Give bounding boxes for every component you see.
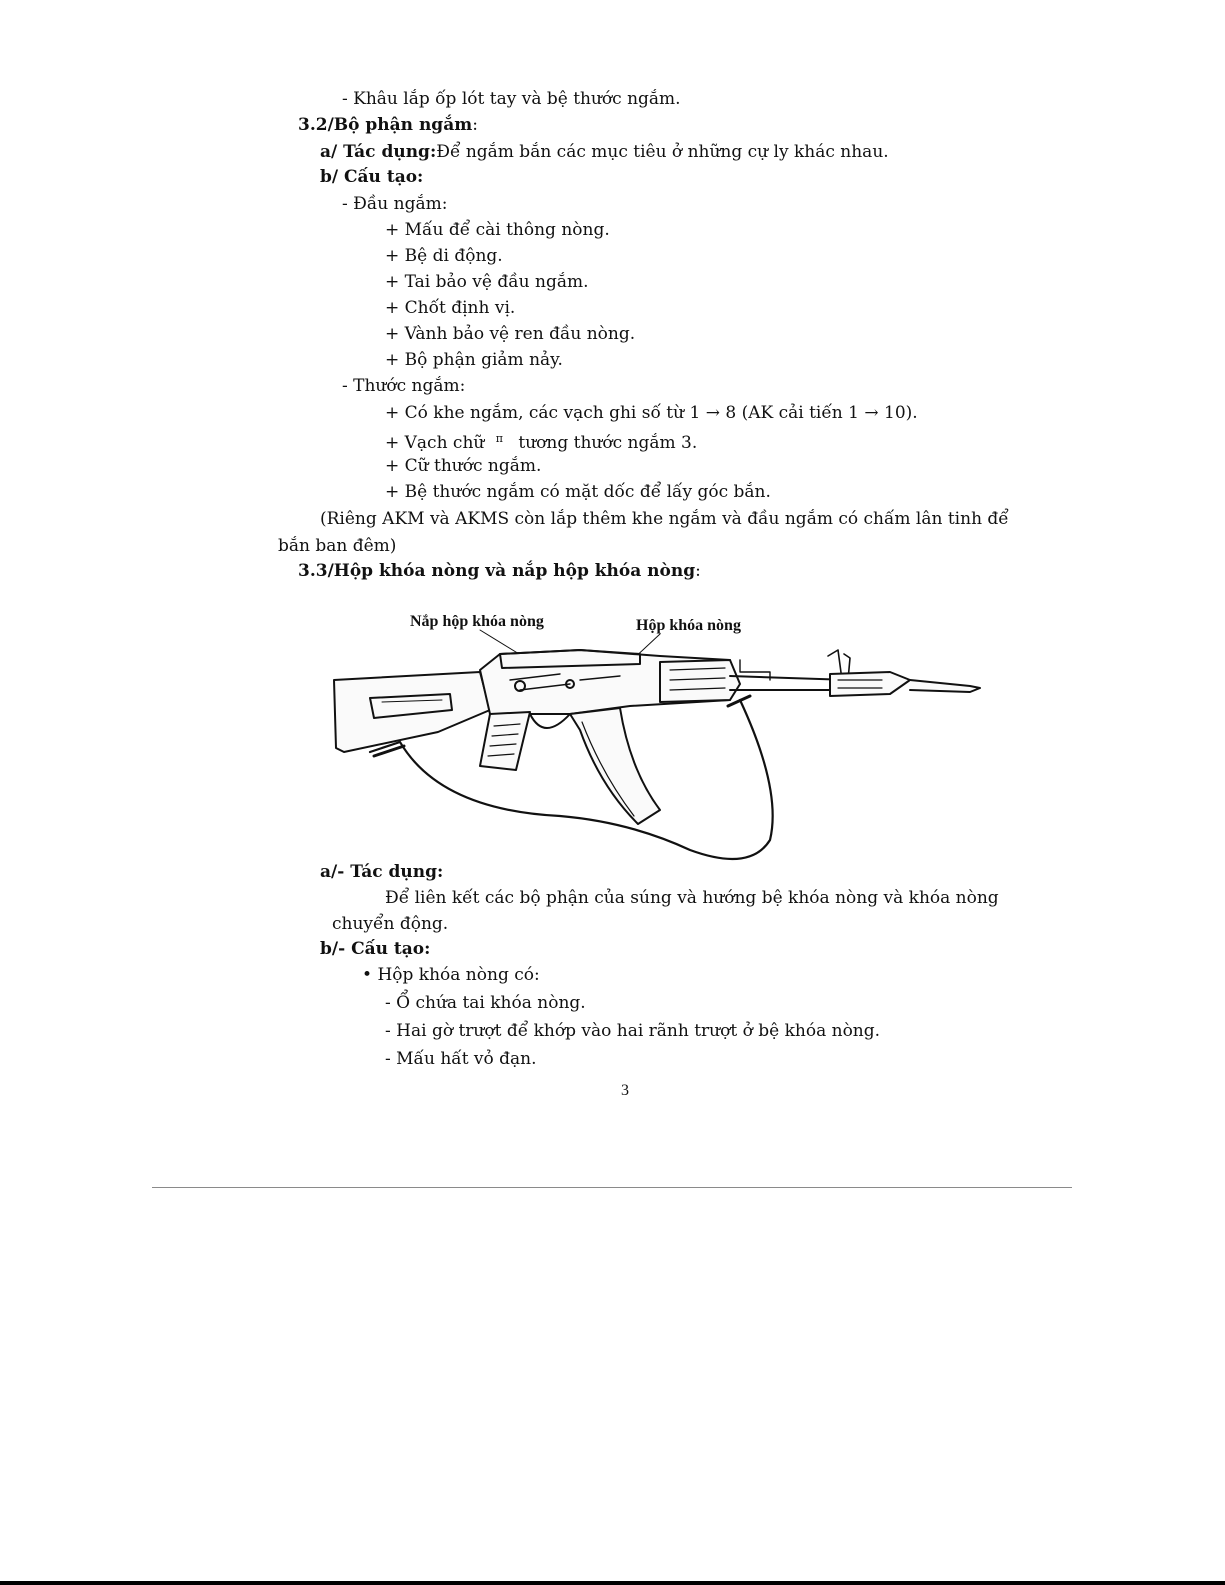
purpose-paragraph-line-1: Để liên kết các bộ phận của súng và hướng bệ khóa nòng và khóa nòng <box>385 888 999 908</box>
receiver-has-line <box>362 964 540 986</box>
label-receiver: Hộp khóa nòng <box>636 617 741 634</box>
receiver-item-2: - Hai gờ trượt để khớp vào hai rãnh trượt ở bệ khóa nòng. <box>385 1021 881 1041</box>
purpose-heading: a/- Tác dụng: <box>320 862 444 882</box>
section-3-2-structure-label: b/ Cấu tạo: <box>320 167 424 187</box>
rear-sight-item-1: + Có khe ngắm, các vạch ghi số từ 1 → 8 (AK cải tiến 1 → 10). <box>385 403 918 423</box>
handguard <box>660 660 740 702</box>
front-sight-item-2: + Bệ di động. <box>385 246 503 266</box>
section-3-2-title: 3.2/Bộ phận ngắm <box>298 115 473 135</box>
front-sight-item-3: + Tai bảo vệ đầu ngắm. <box>385 272 589 292</box>
page-number: 3 <box>621 1082 629 1099</box>
receiver-item-1: - Ổ chứa tai khóa nòng. <box>385 993 586 1013</box>
label-receiver-cover: Nắp hộp khóa nòng <box>410 613 544 630</box>
front-sight-item-1: + Mấu để cài thông nòng. <box>385 220 610 240</box>
front-sight-item-6: + Bộ phận giảm nảy. <box>385 350 563 370</box>
rear-sight-item-2 <box>385 428 697 454</box>
rear-sight-item-3: + Cữ thước ngắm. <box>385 456 542 476</box>
bayonet-blade <box>910 680 980 692</box>
night-sight-note-line-1: (Riêng AKM và AKMS còn lắp thêm khe ngắm và đầu ngắm có chấm lân tinh để <box>320 509 1009 529</box>
bullet-icon: • <box>362 965 373 985</box>
rear-sight-item-4: + Bệ thước ngắm có mặt dốc để lấy góc bắn. <box>385 482 771 502</box>
rifle-illustration <box>330 610 990 870</box>
section-3-2-purpose <box>320 141 889 163</box>
front-sight-item-5: + Vành bảo vệ ren đầu nòng. <box>385 324 636 344</box>
line-khau-lap: - Khâu lắp ốp lót tay và bệ thước ngắm. <box>342 89 681 109</box>
bayonet-handle <box>830 672 910 696</box>
page-divider <box>152 1187 1072 1188</box>
purpose-label: a/ Tác dụng: <box>320 142 437 162</box>
bottom-edge <box>0 1581 1225 1585</box>
trigger-guard <box>530 714 570 728</box>
purpose-text: Để ngắm bắn các mục tiêu ở những cự ly khác nhau. <box>436 142 889 162</box>
structure-heading: b/- Cấu tạo: <box>320 939 431 959</box>
receiver-has-text: Hộp khóa nòng có: <box>377 965 540 985</box>
night-sight-note-line-2: bắn ban đêm) <box>278 536 397 556</box>
front-sight-item-4: + Chốt định vị. <box>385 298 516 318</box>
rifle-stock <box>334 672 490 752</box>
front-sight-heading: - Đầu ngắm: <box>342 194 448 214</box>
section-3-3-colon: : <box>695 561 701 581</box>
rear-sight-item-2-a: + Vạch chữ <box>385 433 485 453</box>
section-3-3-heading <box>298 560 701 582</box>
pistol-grip <box>480 712 530 770</box>
receiver-item-3: - Mấu hất vỏ đạn. <box>385 1049 537 1069</box>
purpose-paragraph-line-2: chuyển động. <box>332 914 449 934</box>
rear-sight-item-2-b: tương thước ngắm 3. <box>518 433 698 453</box>
section-3-3-title: 3.3/Hộp khóa nòng và nắp hộp khóa nòng <box>298 561 696 581</box>
rear-sight-heading: - Thước ngắm: <box>342 376 466 396</box>
pi-symbol: π <box>495 432 503 445</box>
section-3-2-heading <box>298 114 478 136</box>
section-3-2-colon: : <box>472 115 478 135</box>
